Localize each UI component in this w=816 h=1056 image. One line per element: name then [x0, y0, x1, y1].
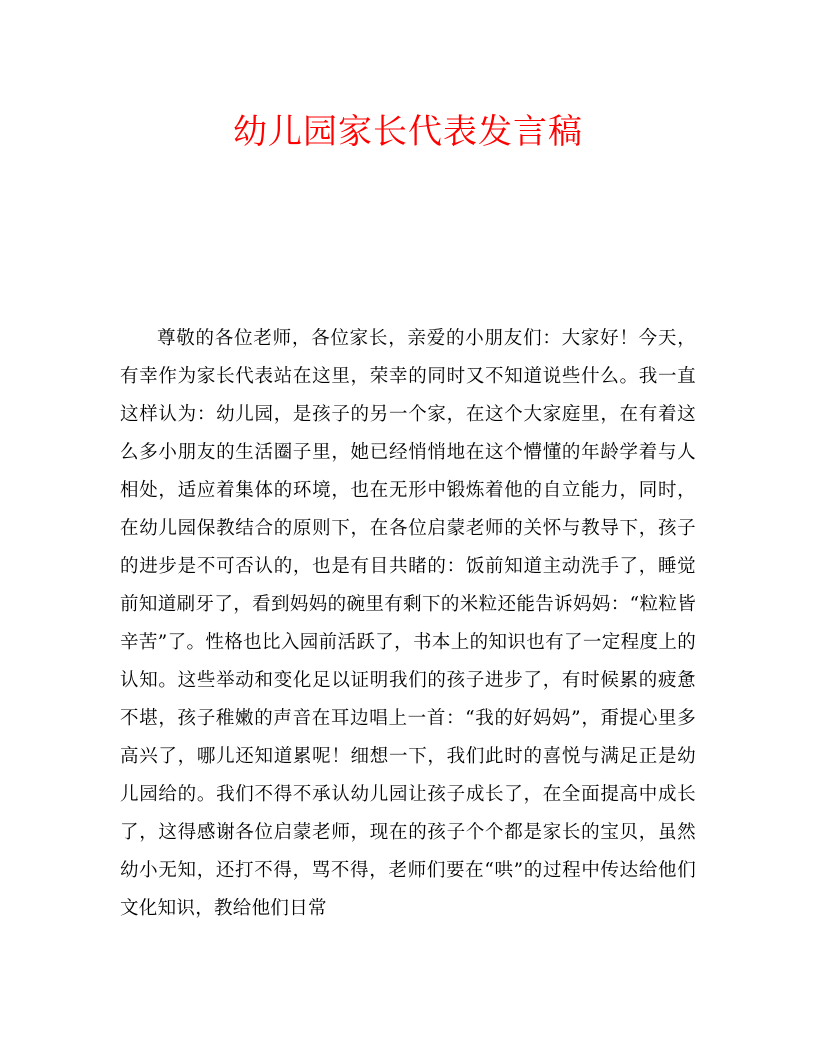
speech-paragraph: 尊敬的各位老师，各位家长，亲爱的小朋友们：大家好！今天，有幸作为家长代表站在这里，荣幸的同时又不知道说些什么。我一直这样认为：幼儿园，是孩子的另一个家，在这个大家庭里，在有着这么多小朋友的生活圈子里，她已经悄悄地在这个懵懂的年龄学着与人相处，适应着集体的环境，也在无形中锻炼着他的自立能力，同时，在幼儿园保教结合的原则下，在各位启蒙老师的关怀与教导下，孩子的进步是不可否认的，也是有目共睹的：饭前知道主动洗手了，睡觉前知道刷牙了，看到妈妈的碗里有剩下的米粒还能告诉妈妈：“粒粒皆辛苦”了。性格也比入园前活跃了，书本上的知识也有了一定程度上的认知。这些举动和变化足以证明我们的孩子进步了，有时候累的疲惫不堪，孩子稚嫩的声音在耳边唱上一首：“我的好妈妈”，甭提心里多高兴了，哪儿还知道累呢！细想一下，我们此时的喜悦与满足正是幼儿园给的。我们不得不承认幼儿园让孩子成长了，在全面提高中成长了，这得感谢各位启蒙老师，现在的孩子个个都是家长的宝贝，虽然幼小无知，还打不得，骂不得，老师们要在“哄”的过程中传达给他们文化知识，教给他们日常 — [120, 328, 696, 919]
document-title: 幼儿园家长代表发言稿 — [233, 112, 583, 152]
